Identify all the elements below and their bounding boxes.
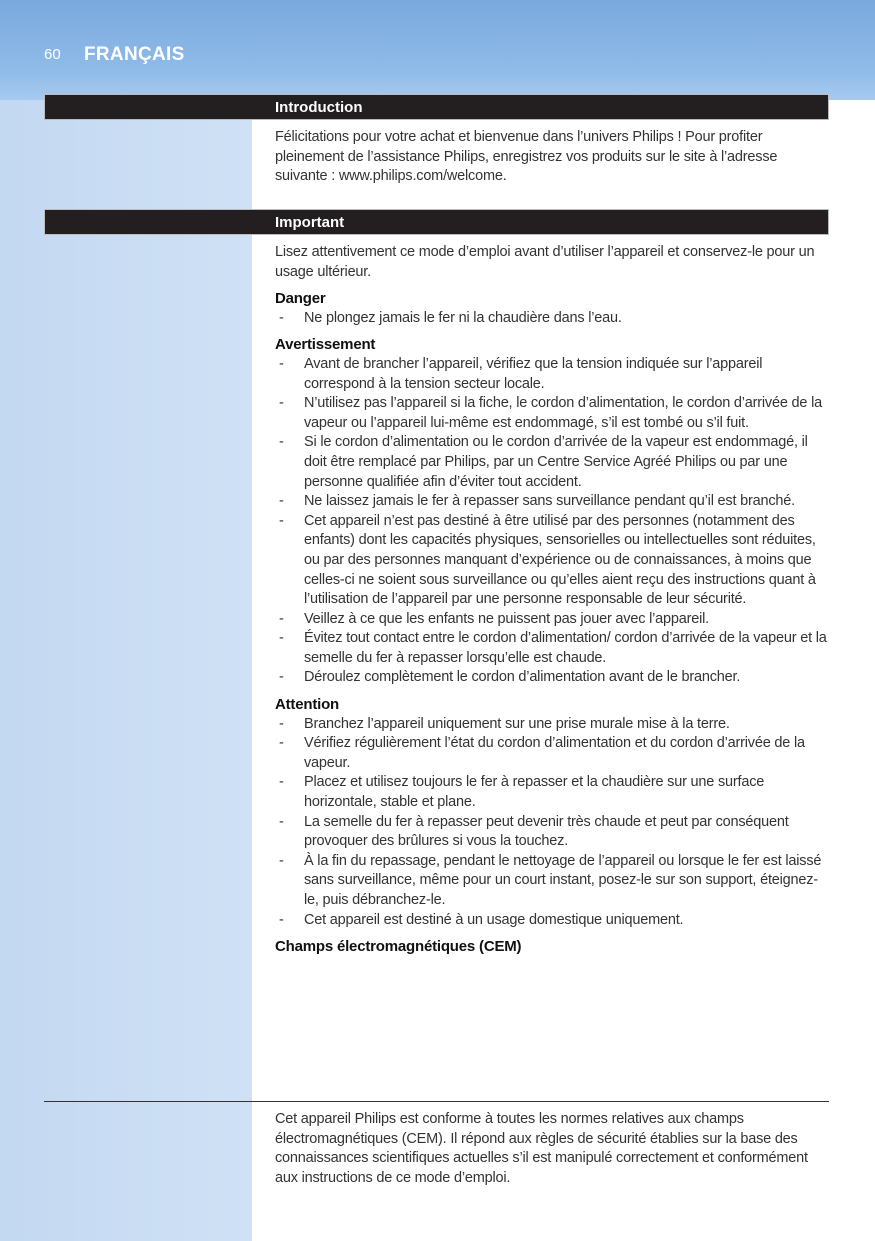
introduction-text: Félicitations pour votre achat et bienvenue dans l’univers Philips ! Pour profiter pleinement de l’assistance Philips, enregistrez vos produits sur le site à l’adresse suivante : www.philips.com/welcome. — [275, 129, 778, 185]
list-item: - Placez et utilisez toujours le fer à repasser et la chaudière sur une surface horizontale, stable et plane. — [275, 773, 831, 812]
important-body — [275, 243, 831, 957]
cem-heading: Champs électromagnétiques (CEM) — [275, 938, 522, 956]
list-item: - Cet appareil n’est pas destiné à être utilisé par des personnes (notamment des enfants) dont les capacités physiques, sensorielles ou intellectuelles sont réduites, ou par des personnes manquant d’expérience ou de connaissances, à moins que celles-ci ne soient sous surveillance ou qu’elles aient reçu des instructions quant à l’utilisation de l’appareil par une personne responsable de leur sécurité. — [275, 512, 831, 610]
avertissement-list — [275, 355, 831, 688]
list-item: - Branchez l’appareil uniquement sur une prise murale mise à la terre. — [275, 715, 831, 735]
danger-heading: Danger — [275, 290, 326, 308]
list-item: - Ne laissez jamais le fer à repasser sans surveillance pendant qu’il est branché. — [275, 492, 831, 512]
section-bar-introduction — [44, 94, 829, 120]
avertissement-heading: Avertissement — [275, 336, 376, 354]
list-item: - Avant de brancher l’appareil, vérifiez que la tension indiquée sur l’appareil correspond à la tension secteur locale. — [275, 355, 831, 394]
section-title-introduction: Introduction — [275, 99, 363, 116]
list-item: - Cet appareil est destiné à un usage domestique uniquement. — [275, 911, 831, 931]
list-item: - Ne plongez jamais le fer ni la chaudière dans l’eau. — [275, 309, 831, 329]
section-title-important: Important — [275, 214, 345, 231]
important-intro: Lisez attentivement ce mode d’emploi avant d’utiliser l’appareil et conservez-le pour un usage ultérieur. — [275, 244, 815, 280]
list-item: - Évitez tout contact entre le cordon d’alimentation/ cordon d’arrivée de la vapeur et la semelle du fer à repasser lorsqu’elle est chaude. — [275, 629, 831, 668]
danger-list — [275, 309, 831, 329]
list-item: - Vérifiez régulièrement l’état du cordon d’alimentation et du cordon d’arrivée de la vapeur. — [275, 734, 831, 773]
attention-heading: Attention — [275, 696, 340, 714]
language-title: FRANÇAIS — [84, 44, 185, 65]
cem-text: Cet appareil Philips est conforme à toutes les normes relatives aux champs électromagnétiques (CEM). Il répond aux règles de sécurité établies sur la base des connaissances scientifiques actuelles s’il est manipulé correctement et conformément aux instructions de ce mode d’emploi. — [275, 1111, 808, 1186]
list-item: - La semelle du fer à repasser peut devenir très chaude et peut par conséquent provoquer des brûlures si vous la touchez. — [275, 813, 831, 852]
list-item: - Si le cordon d’alimentation ou le cordon d’arrivée de la vapeur est endommagé, il doit être remplacé par Philips, par un Centre Service Agréé Philips ou par une personne qualifiée afin d’éviter tout accident. — [275, 433, 831, 492]
list-item: - N’utilisez pas l’appareil si la fiche, le cordon d’alimentation, le cordon d’arrivée de la vapeur ou l’appareil lui-même est endommagé, s’il est tombé ou s’il fuit. — [275, 394, 831, 433]
introduction-body — [275, 128, 831, 187]
list-item: - Déroulez complètement le cordon d’alimentation avant de le brancher. — [275, 668, 831, 688]
left-margin-column — [0, 100, 252, 1241]
list-item: - À la fin du repassage, pendant le nettoyage de l’appareil ou lorsque le fer est laissé sans surveillance, même pour un court instant, posez-le sur son support, éteignez-le, puis débranchez-le. — [275, 852, 831, 911]
cem-body — [275, 1110, 831, 1188]
list-item: - Veillez à ce que les enfants ne puissent pas jouer avec l’appareil. — [275, 610, 831, 630]
attention-list — [275, 715, 831, 931]
section-bar-important — [44, 209, 829, 235]
cem-divider — [44, 1101, 829, 1102]
page-number: 60 — [44, 46, 61, 63]
